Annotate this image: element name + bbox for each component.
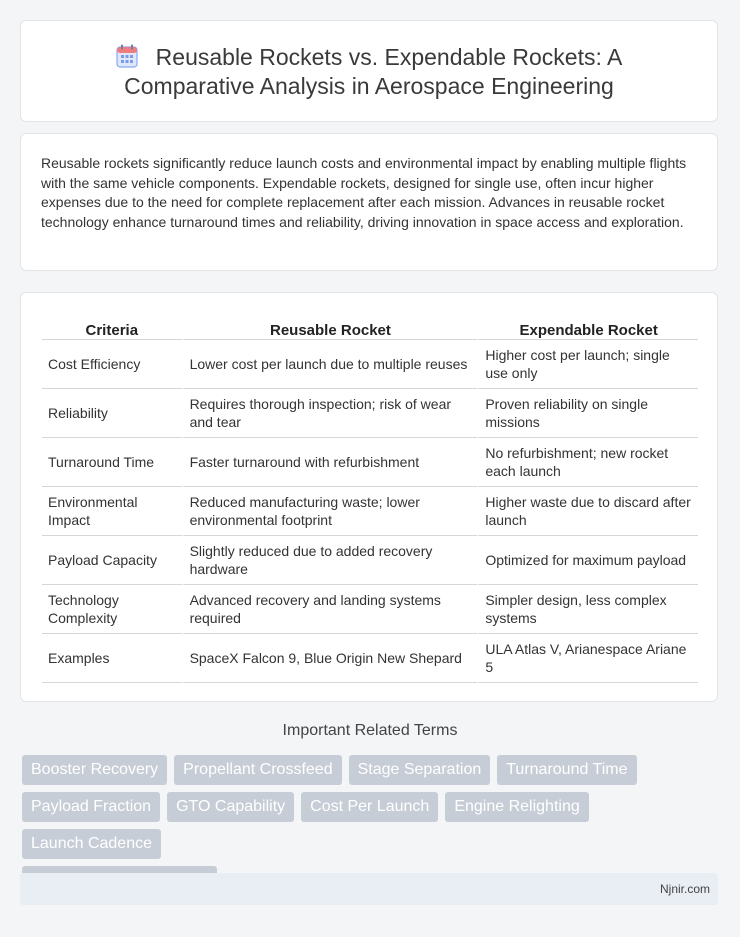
tag-engine-relighting[interactable]: Engine Relighting [445,792,588,822]
tag-cost-per-launch[interactable]: Cost Per Launch [301,792,438,822]
header-expendable: Expendable Rocket [477,315,698,340]
footer-site-link[interactable]: Njnir.com [659,882,710,896]
table-row [42,438,698,487]
cell-expendable: Higher cost per launch; single use only [477,340,698,389]
cell-criteria: Technology Complexity [42,585,182,634]
page-title [21,43,717,101]
cell-reusable: Requires thorough inspection; risk of wear and tear [182,389,478,438]
header-criteria: Criteria [42,315,182,340]
cell-expendable: No refurbishment; new rocket each launch [477,438,698,487]
table-row [42,634,698,683]
summary-card [20,133,718,271]
cell-criteria: Payload Capacity [42,536,182,585]
cell-criteria: Environmental Impact [42,487,182,536]
header-reusable: Reusable Rocket [182,315,478,340]
table-row [42,389,698,438]
table-header-row [42,315,698,340]
tag-turnaround-time[interactable]: Turnaround Time [497,755,636,785]
cell-reusable: Faster turnaround with refurbishment [182,438,478,487]
cell-expendable: Higher waste due to discard after launch [477,487,698,536]
related-terms-title: Important Related Terms [282,722,458,739]
comparison-table [42,315,698,683]
table-row [42,487,698,536]
cell-reusable: Reduced manufacturing waste; lower environmental footprint [182,487,478,536]
table-row [42,340,698,389]
title-line-2: Comparative Analysis in Aerospace Engineering [124,73,614,99]
cell-criteria: Examples [42,634,182,683]
cell-reusable: Slightly reduced due to added recovery hardware [182,536,478,585]
footer-bar [20,873,718,905]
tag-launch-cadence[interactable]: Launch Cadence [22,829,161,859]
cell-expendable: Simpler design, less complex systems [477,585,698,634]
tag-gto-capability[interactable]: GTO Capability [167,792,294,822]
table-row [42,536,698,585]
cell-expendable: Proven reliability on single missions [477,389,698,438]
comparison-table-card [20,292,718,702]
tag-booster-recovery[interactable]: Booster Recovery [22,755,167,785]
cell-criteria: Cost Efficiency [42,340,182,389]
cell-reusable: SpaceX Falcon 9, Blue Origin New Shepard [182,634,478,683]
tag-payload-fraction[interactable]: Payload Fraction [22,792,160,822]
calendar-icon [116,44,138,68]
tag-stage-separation[interactable]: Stage Separation [349,755,491,785]
cell-criteria: Turnaround Time [42,438,182,487]
title-line-1: Reusable Rockets vs. Expendable Rockets: A [155,44,623,70]
cell-expendable: ULA Atlas V, Arianespace Ariane 5 [477,634,698,683]
cell-expendable: Optimized for maximum payload [477,536,698,585]
table-row [42,585,698,634]
tag-propellant-crossfeed[interactable]: Propellant Crossfeed [174,755,341,785]
summary-text: Reusable rockets significantly reduce launch costs and environmental impact by enabling multiple flights with the same vehicle components. Expendable rockets, designed for single use, often incur higher expenses due to the need for complete replacement after each mission. Advances in reusable rocket technology enhance turnaround times and reliability, driving innovation in space access and exploration. [41,155,687,230]
cell-criteria: Reliability [42,389,182,438]
cell-reusable: Advanced recovery and landing systems required [182,585,478,634]
cell-reusable: Lower cost per launch due to multiple reuses [182,340,478,389]
title-card [20,20,718,122]
